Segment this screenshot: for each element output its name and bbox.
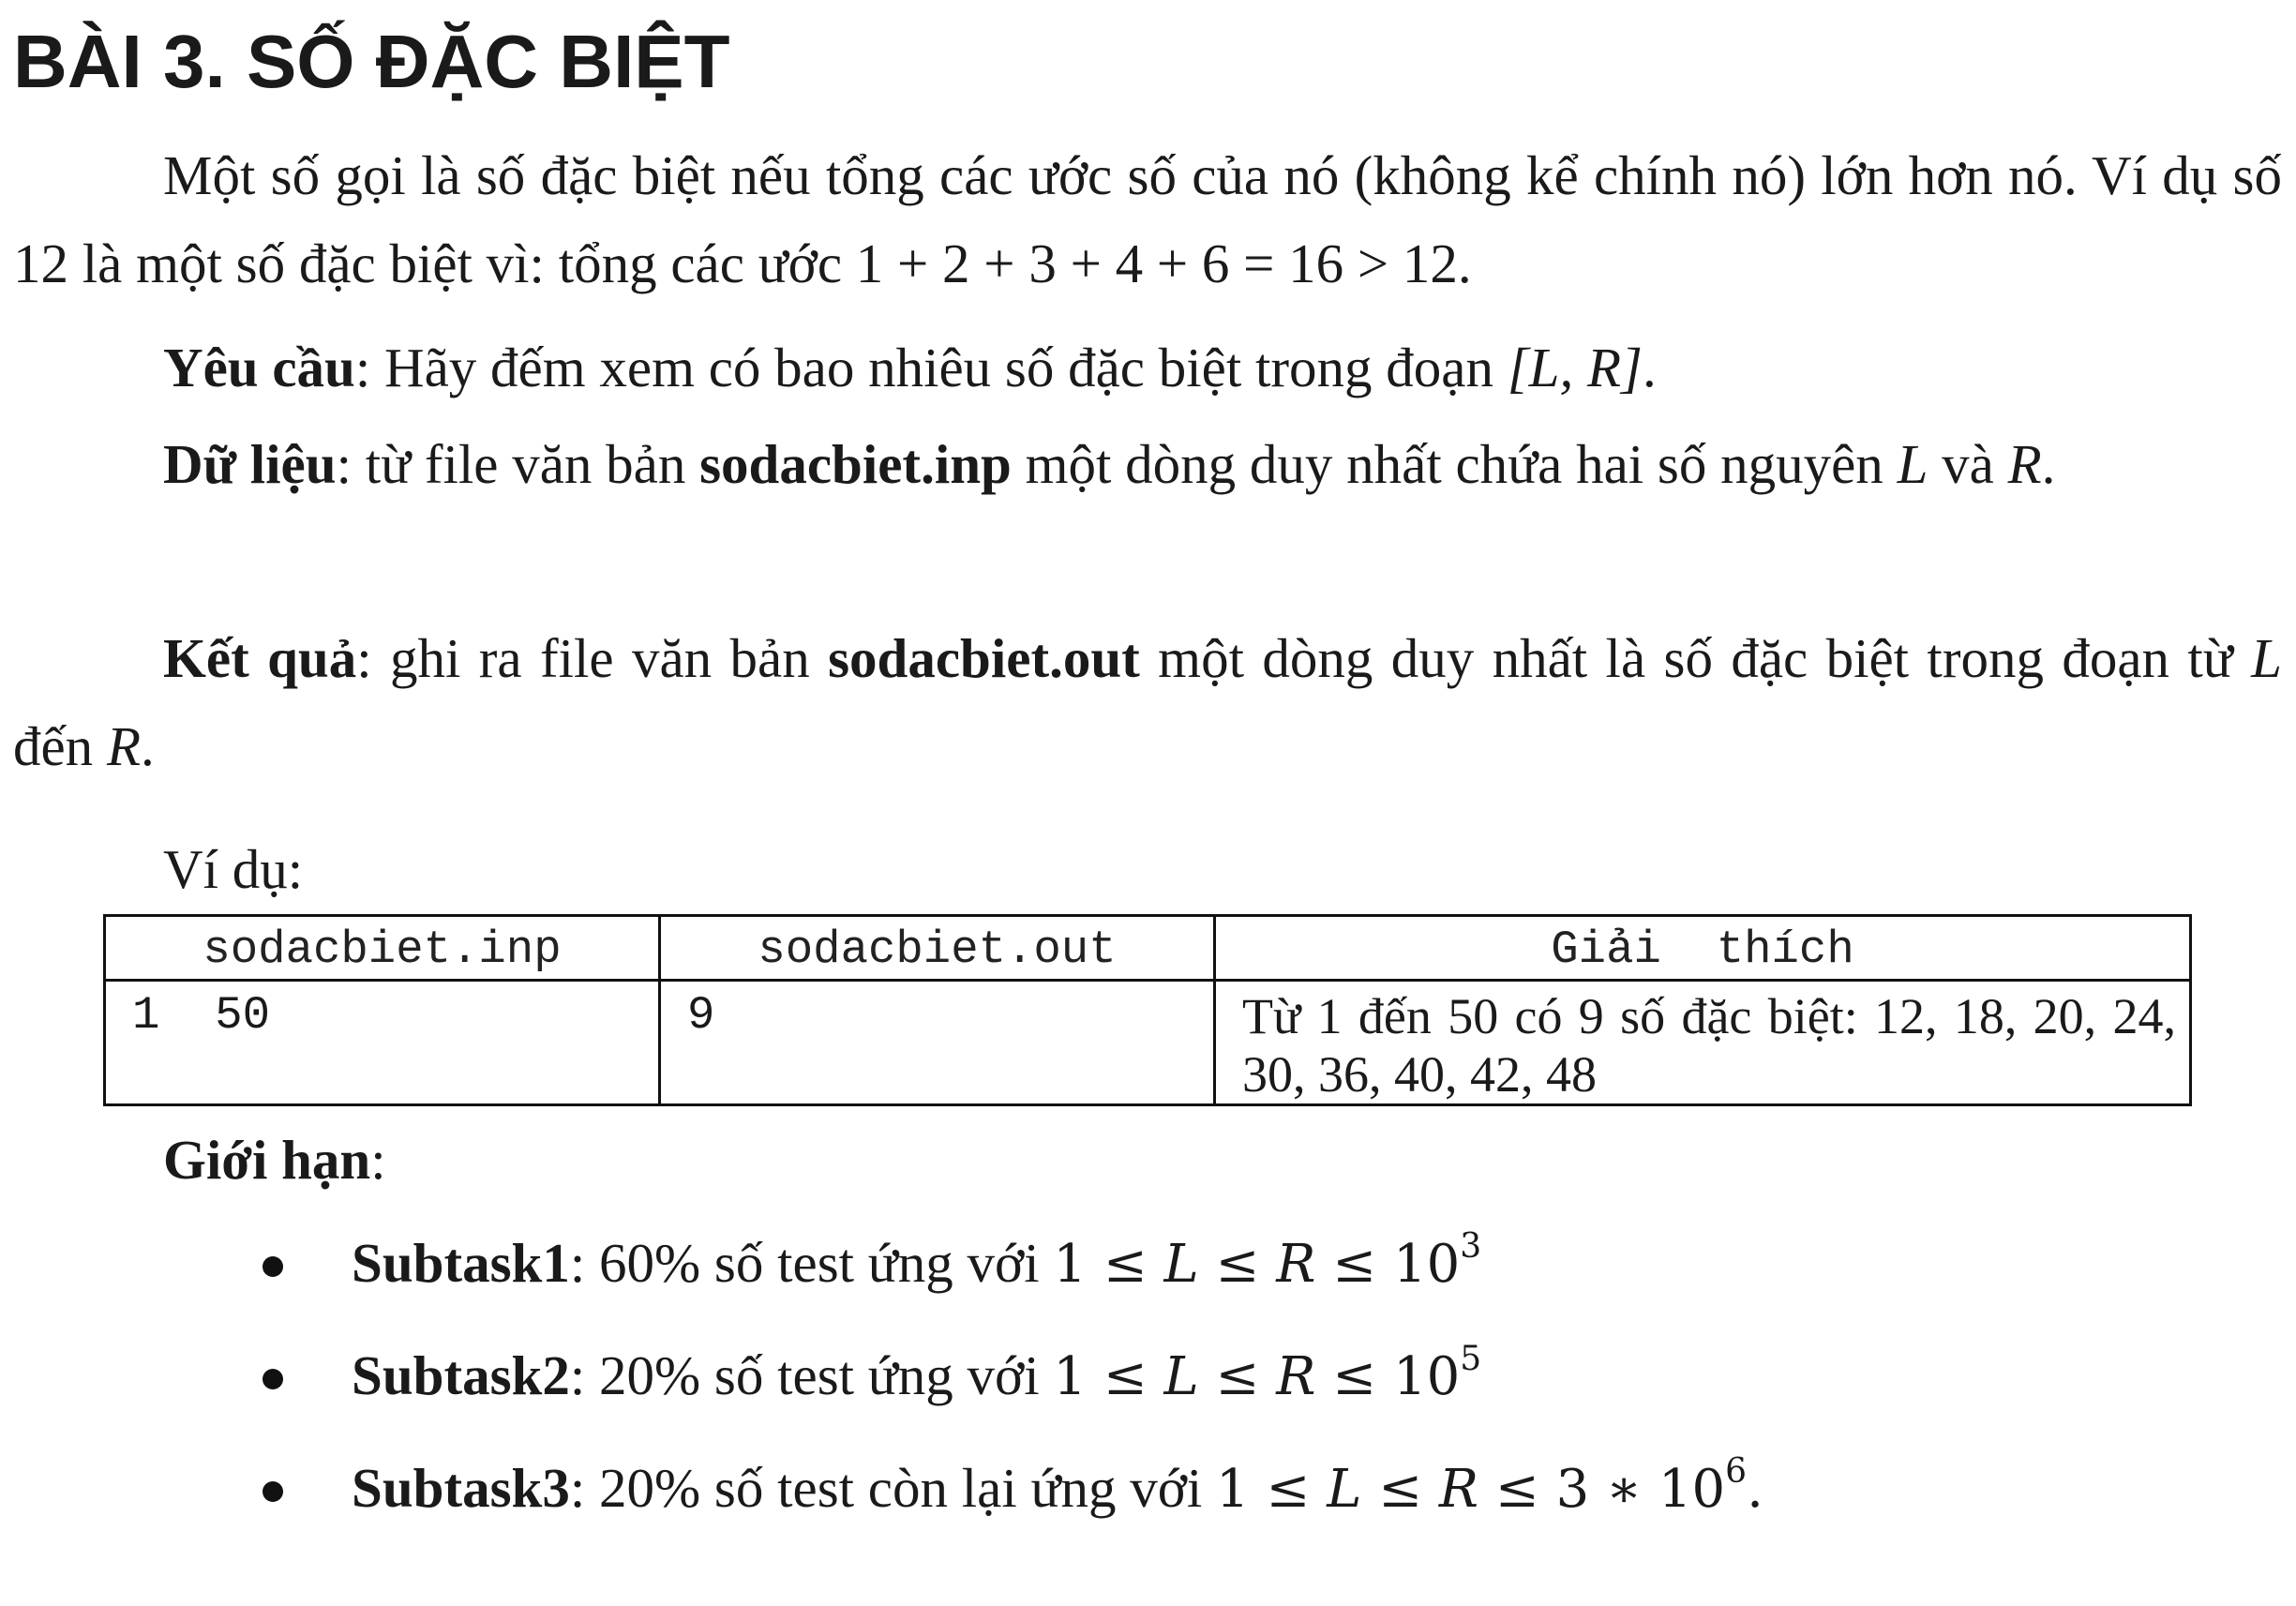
output-text-2: một dòng duy nhất là số đặc biệt trong đoạn từ [1139, 627, 2252, 689]
output-var-r: R [106, 715, 141, 777]
limits-label: Giới hạn [163, 1129, 371, 1191]
output-text-4: . [140, 715, 155, 777]
constraint-suffix: ≤ 10 [1315, 1346, 1461, 1407]
input-var-r: R [2007, 433, 2042, 495]
input-paragraph [13, 420, 2282, 508]
constraint-mid: ≤ [1361, 1459, 1439, 1520]
subtask-list [0, 1219, 1763, 1556]
constraint-l: L [1163, 1346, 1199, 1407]
cell-output: 9 [660, 981, 1215, 1105]
intro-paragraph [13, 131, 2282, 308]
subtask-item [0, 1219, 1763, 1331]
requirement-paragraph [13, 323, 2282, 412]
constraint-prefix: 1 ≤ [1216, 1459, 1328, 1520]
subtask-item [0, 1444, 1763, 1556]
output-filename: sodacbiet.out [828, 627, 1140, 689]
constraint-r: R [1276, 1234, 1316, 1295]
input-text-3: và [1928, 433, 2008, 495]
constraint-r: R [1276, 1346, 1316, 1407]
constraint-mid: ≤ [1198, 1346, 1277, 1407]
constraint-end: . [1747, 1459, 1763, 1520]
subtask-constraint [1216, 1452, 1763, 1520]
subtask-constraint [1053, 1340, 1482, 1407]
header-explanation: Giải thích [1215, 916, 2191, 981]
subtask-name: Subtask3 [352, 1457, 570, 1519]
example-data-row [105, 981, 2191, 1105]
subtask-text: : 20% số test ứng với [569, 1344, 1054, 1406]
constraint-exponent: 6 [1725, 1452, 1748, 1492]
output-var-l: L [2251, 627, 2282, 689]
subtask-text: : 60% số test ứng với [569, 1232, 1054, 1294]
subtask-item [0, 1331, 1763, 1444]
output-label: Kết quả [163, 627, 357, 689]
constraint-suffix: ≤ 10 [1315, 1234, 1461, 1295]
constraint-l: L [1163, 1234, 1199, 1295]
output-paragraph [13, 614, 2282, 790]
header-input-file: sodacbiet.inp [105, 916, 660, 981]
constraint-r: R [1438, 1459, 1479, 1520]
header-output-file: sodacbiet.out [660, 916, 1215, 981]
example-table [103, 914, 2192, 1106]
limits-heading [163, 1116, 386, 1204]
input-text-2: một dòng duy nhất chứa hai số nguyên [1011, 433, 1898, 495]
bullet-icon [263, 1256, 283, 1277]
bullet-icon [263, 1369, 283, 1389]
subtask-name: Subtask2 [352, 1344, 570, 1406]
requirement-text: : Hãy đếm xem có bao nhiêu số đặc biệt trong đoạn [354, 337, 1508, 398]
limits-colon: : [370, 1129, 386, 1191]
constraint-mid: ≤ [1198, 1234, 1277, 1295]
requirement-range: [L, R] [1507, 337, 1643, 398]
constraint-l: L [1327, 1459, 1362, 1520]
constraint-exponent: 5 [1460, 1340, 1482, 1379]
cell-input: 1 50 [105, 981, 660, 1105]
output-text-1: : ghi ra file văn bản [356, 627, 829, 689]
constraint-suffix: ≤ 3 ∗ 10 [1478, 1459, 1726, 1520]
example-header-row [105, 916, 2191, 981]
subtask-name: Subtask1 [352, 1232, 570, 1294]
requirement-end: . [1642, 337, 1657, 398]
problem-title: BÀI 3. SỐ ĐẶC BIỆT [13, 20, 730, 103]
intro-text: Một số gọi là số đặc biệt nếu tổng các ước số của nó (không kể chính nó) lớn hơn nó. Ví dụ số 12 là một số đặc biệt vì: tổng các ước 1 + 2 + 3 + 4 + 6 = 16 > 12. [13, 144, 2282, 294]
input-text-1: : từ file văn bản [336, 433, 700, 495]
subtask-text: : 20% số test còn lại ứng với [569, 1457, 1217, 1519]
input-text-4: . [2041, 433, 2056, 495]
cell-explanation: Từ 1 đến 50 có 9 số đặc biệt: 12, 18, 20, 24, 30, 36, 40, 42, 48 [1215, 981, 2191, 1105]
constraint-prefix: 1 ≤ [1053, 1234, 1164, 1295]
example-label: Ví dụ: [163, 838, 304, 900]
constraint-exponent: 3 [1460, 1227, 1482, 1267]
output-text-3: đến [13, 715, 107, 777]
input-label: Dữ liệu [163, 433, 337, 495]
requirement-label: Yêu cầu [163, 337, 355, 398]
constraint-prefix: 1 ≤ [1053, 1346, 1164, 1407]
subtask-constraint [1053, 1227, 1482, 1295]
input-var-l: L [1897, 433, 1928, 495]
bullet-icon [263, 1481, 283, 1502]
input-filename: sodacbiet.inp [699, 433, 1012, 495]
